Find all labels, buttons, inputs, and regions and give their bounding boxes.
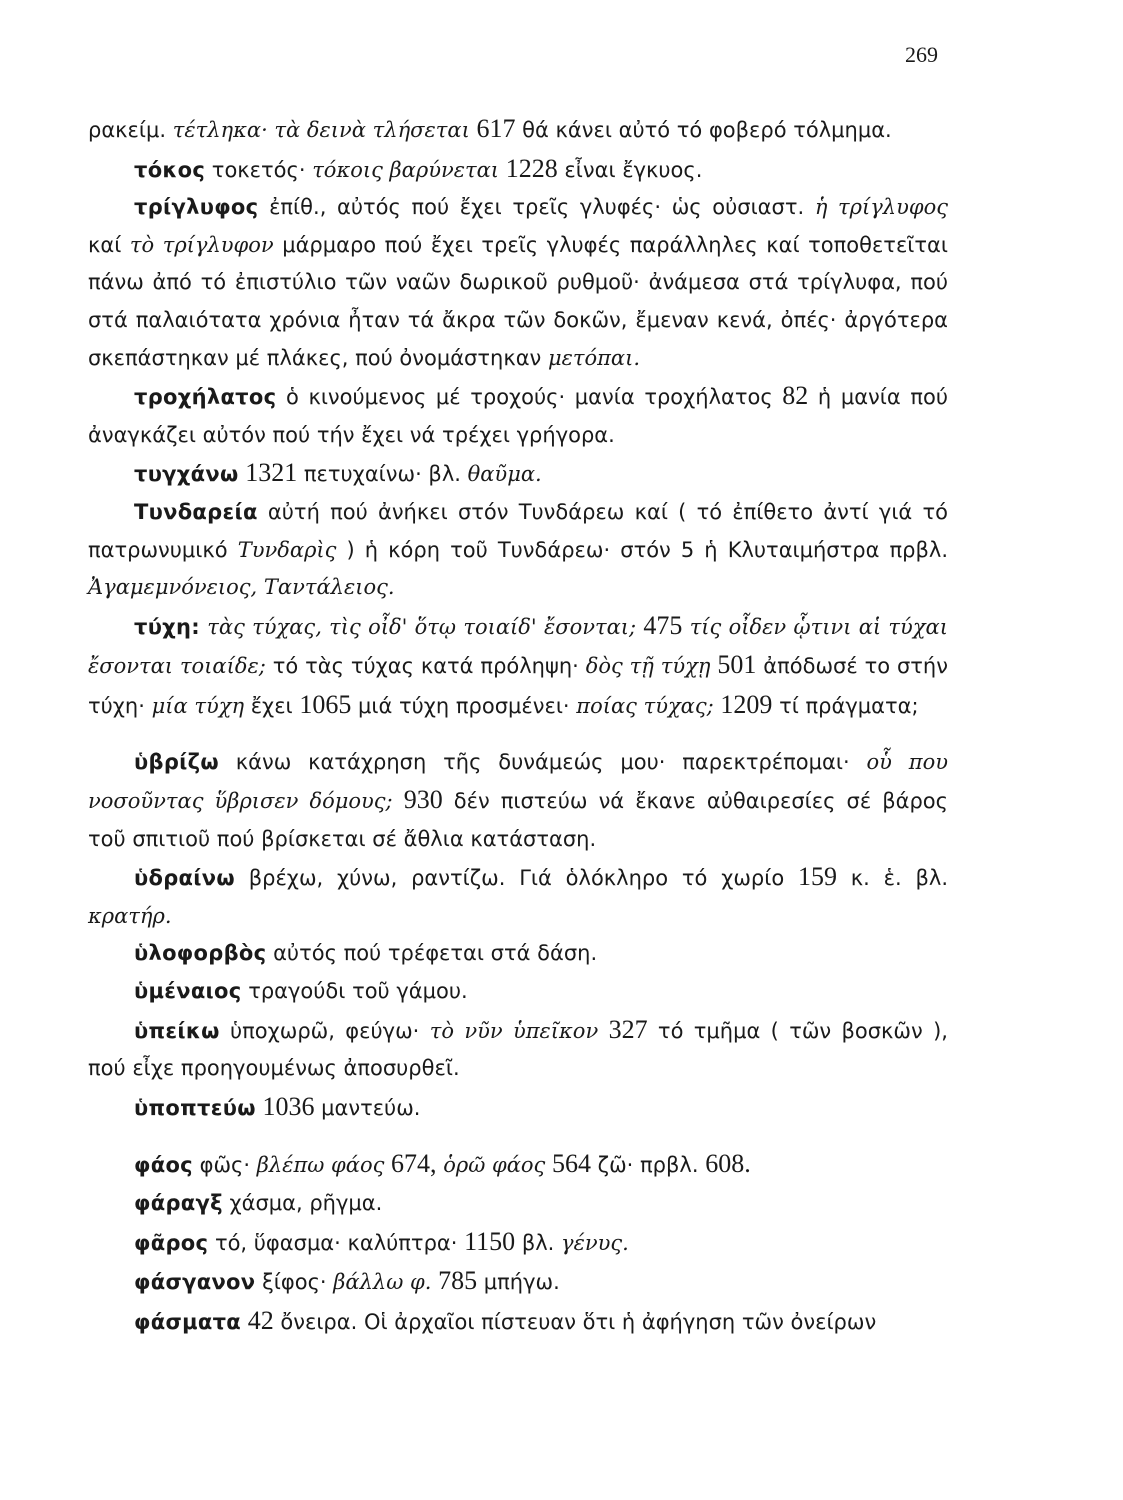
definition-text [241,1310,248,1334]
greek-quotation: ποίας τύχας; [576,693,714,718]
definition-text: ζῶ· πρβλ. [591,1153,706,1178]
entry-headword: τροχήλατος [134,385,277,410]
definition-text: ) ἡ κόρη τοῦ Τυνδάρεω· στόν 5 ἡ Κλυταιμήστρα πρβλ. [336,537,948,562]
verse-number: 82 [782,381,809,411]
greek-quotation: δὸς τῇ τύχῃ [585,654,711,679]
entry-headword: τύχη: [134,614,200,639]
definition-text: ξίφος· [255,1270,334,1295]
greek-quotation: τὰς τύχας, τὶς οἶδ' ὅτῳ τοιαίδ' ἔσονται; [207,614,637,639]
definition-text: βλ. [515,1230,562,1255]
definition-text [470,118,477,142]
greek-quotation: τίς οἶδεν ᾧτινι αἱ τύχαι ἔσονται τοιαίδε; [88,614,948,679]
glossary-entry [88,454,948,494]
glossary-entry [88,1302,948,1342]
definition-text [499,158,506,182]
verse-number: 785 [438,1266,478,1296]
definition-text: φῶς· [192,1153,257,1178]
definition-text [598,1019,608,1043]
greek-quotation: τέτληκα· τὰ δεινὰ τλήσεται [172,118,470,142]
definition-text: τί πράγματα; [772,693,919,718]
definition-text: μιά τύχη προσμένει· [351,693,577,718]
verse-number: 1150 [464,1226,516,1256]
definition-text: αὐτή πού ἀνήκει στόν Τυνδάρεω καί ( τό ἐπίθετο ἀντί γιά τό πατρωνυμικό [88,499,948,562]
glossary-entry [88,1011,948,1088]
verse-number: 930 [403,785,443,815]
definition-text: καί [88,232,130,257]
greek-quotation: γένυς. [561,1230,629,1255]
page-number: 269 [905,42,938,67]
entry-headword: φάσγανον [134,1270,256,1295]
greek-quotation: βλέπω φάος [256,1153,385,1178]
glossary-entry [88,110,948,150]
entry-headword: φάσματα [134,1309,242,1334]
definition-text: ἀπόδωσέ το στήν τύχη· [88,654,948,718]
glossary-entry [88,858,948,935]
greek-quotation: Τυνδαρὶς [237,537,337,562]
verse-number: 1036 [262,1091,315,1121]
definition-text: τό τμῆμα ( τῶν βοσκῶν ), πού εἶχε προηγουμένως ἀποσυρθεῖ. [88,1018,948,1081]
verse-number: 159 [798,862,837,892]
definition-text: ὑποχωρῶ, φεύγω· [219,1018,430,1043]
definition-text: ἐπίθ., αὐτός πού ἔχει τρεῖς γλυφές· ὡς οὐσιαστ. [258,195,815,220]
definition-text: ὁ κινούμενος μέ τροχούς· μανία τροχήλατος [276,385,783,410]
verse-number: 1065 [299,689,352,719]
greek-quotation: κρατήρ. [88,903,172,928]
glossary-entry [88,973,948,1011]
definition-text: βρέχω, χύνω, ραντίζω. Γιά ὁλόκληρο τό χωρίο [234,866,798,891]
definition-text: μπήγω. [477,1270,560,1295]
greek-quotation: οὗ που νοσοῦντας ὕβρισεν δόμους; [88,749,948,814]
glossary-entry [88,935,948,973]
definition-text: ρακείμ. [88,118,173,142]
verse-number: 1228 [505,153,558,183]
definition-text [393,789,404,813]
greek-quotation: Ἀγαμεμνόνειος, Ταντάλειος. [88,575,395,600]
definition-text: μαντεύω. [314,1095,421,1120]
definition-text: τοκετός· [205,157,313,182]
definition-text: τό, ὕφασμα· καλύπτρα· [208,1230,465,1255]
definition-text: θά κάνει αὐτό τό φοβερό τόλμημα. [515,118,892,142]
greek-quotation: τὸ τρίγλυφον [129,232,274,257]
glossary-entry [88,150,948,190]
entry-headword: Τυνδαρεία [134,499,258,524]
verse-number: 475 [643,610,683,640]
greek-quotation: θαῦμα. [467,462,542,487]
glossary-entry [88,607,948,726]
greek-quotation: ὁρῶ φάος [443,1153,546,1178]
entry-headword: ὑπείκω [134,1018,220,1043]
definition-text: πετυχαίνω· βλ. [297,462,468,487]
definition-text: τό τὰς τύχας κατά πρόληψη· [265,654,586,679]
entry-headword: ὑβρίζω [134,749,219,774]
glossary-entry [88,1223,948,1263]
verse-number: 1321 [245,458,298,488]
verse-number: 617 [476,114,516,143]
definition-text: κάνω κατάχρηση τῆς δυνάμεώς μου· παρεκτρέπομαι· [218,749,867,774]
entry-headword: ὑμέναιος [134,979,242,1004]
entry-headword: τόκος [134,157,206,182]
greek-quotation: τόκοις βαρύνεται [312,157,500,182]
definition-text: αὐτός πού τρέφεται στά δάση. [266,941,598,966]
verse-number: 327 [608,1014,648,1044]
definition-text: δέν πιστεύω νά ἔκανε αὐθαιρεσίες σέ βάρος τοῦ σπιτιοῦ πού βρίσκεται σέ ἄθλια κατάσταση. [88,789,948,851]
verse-number: 42 [247,1305,274,1335]
glossary-entry [88,1262,948,1302]
glossary-entry [88,744,948,859]
definition-text: μάρμαρο πού ἔχει τρεῖς γλυφές παράλληλες καί τοποθετεῖται πάνω ἀπό τό ἐπιστύλιο τῶν ναῶν δωρικοῦ ρυθμοῦ· ἀνάμεσα στά τρίγλυφα, πού στά παλαιότατα χρόνια ἦταν τά ἄκρα τῶν δοκῶν, ἔμεναν κενά, ὀπές· ἀργότερα σκεπάστηκαν μέ πλάκες, πού ὀνομάστηκαν [88,232,948,370]
verse-number: 608. [705,1149,751,1179]
verse-number: 501 [717,650,757,680]
definition-text: εἶναι ἔγκυος. [557,157,703,182]
entry-headword: φάος [134,1153,193,1178]
greek-quotation: βάλλω φ. [333,1270,432,1295]
greek-quotation: μία τύχη [151,693,245,718]
definition-text: χάσμα, ρῆγμα. [222,1191,383,1216]
verse-number: 564 [552,1149,591,1179]
glossary-entries [88,110,948,1341]
glossary-entry [88,1185,948,1223]
glossary-entry [88,189,948,377]
definition-text: ὄνειρα. Οἱ ἀρχαῖοι πίστευαν ὅτι ἡ ἀφήγηση τῶν ὀνείρων [273,1309,877,1334]
entry-headword: ὑποπτεύω [134,1095,256,1120]
greek-quotation: ἡ τρίγλυφος [814,195,948,220]
entry-headword: φάραγξ [134,1191,223,1216]
entry-headword: τυγχάνω [134,462,239,487]
glossary-entry [88,1088,948,1128]
entry-headword: φᾶρος [134,1230,209,1255]
definition-text [545,1153,552,1177]
entry-headword: τρίγλυφος [134,195,259,220]
verse-number: 1209 [720,689,773,719]
definition-text: κ. ἑ. βλ. [837,866,948,891]
definition-text: ἔχει [244,693,300,718]
glossary-entry [88,494,948,607]
entry-headword: ὑλοφορβὸς [134,941,267,966]
greek-quotation: μετόπαι. [547,345,641,370]
glossary-entry [88,1145,948,1185]
verse-number: 674, [391,1149,437,1179]
definition-text: ἡ μανία πού ἀναγκάζει αὐτόν πού τήν ἔχει νά τρέχει γρήγορα. [88,385,948,447]
definition-text: τραγούδι τοῦ γάμου. [241,979,468,1004]
entry-headword: ὑδραίνω [134,866,235,891]
greek-quotation: τὸ νῦν ὑπεῖκον [429,1018,599,1043]
definition-text [682,615,689,639]
glossary-entry [88,377,948,454]
